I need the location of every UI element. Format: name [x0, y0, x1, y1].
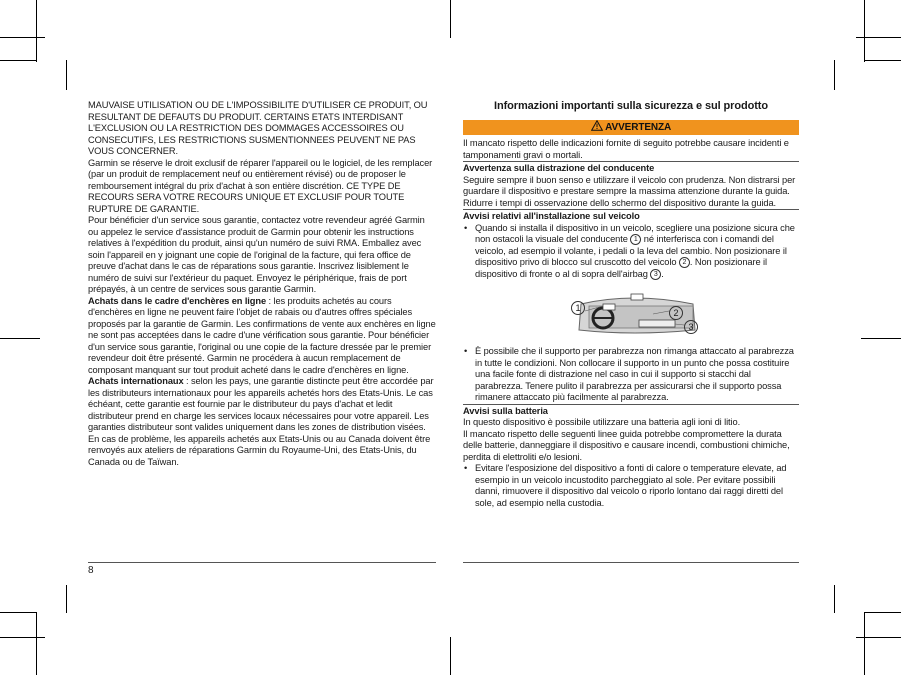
online-auctions-text: : les produits achetés au cours d'enchères en ligne ne peuvent faire l'objet de rabais ou d'autres offres spéciales proposés par la garantie de Garmin. Les confirmations de vente aux enchères en ligne ne sont pas acceptées dans le cadre d'une vérification sous garantie. Pour bénéficier d'un service sous garantie, l'original ou une copie de la facture dressée par le premier revendeur doit être présenté. Garmin ne procédera à aucun remplacement de composant manquant sur tout produit acheté dans le cadre d'enchères en ligne. — [88, 295, 436, 375]
figure-callout-3: 3 — [684, 320, 698, 334]
callout-2: 2 — [679, 257, 690, 268]
callout-3: 3 — [650, 269, 661, 280]
driver-distraction-text: Seguire sempre il buon senso e utilizzare il veicolo con prudenza. Non distrarsi per guardare il dispositivo e prestare sempre la massima attenzione durante la guida. Ridurre i tempi di osservazione dello schermo del dispositivo durante la guida. — [463, 174, 796, 208]
legal-paragraph-2: Garmin se réserve le droit exclusif de réparer l'appareil ou le logiciel, de les remplacer (par un produit de remplacement neuf ou entièrement révisé) ou de proposer le remboursement intégral du prix d'achat à son entière discrétion. CE TYPE DE RECOURS SERA VOTRE RECOURS UNIQUE ET EXCLUSIF POUR TOUTE RUPTURE DE GARANTIE. — [88, 157, 433, 214]
warning-text: Il mancato rispetto delle indicazioni fornite di seguito potrebbe causare incidenti e tamponamenti gravi o mortali. — [463, 138, 789, 160]
warning-banner — [463, 120, 799, 135]
dashboard-illustration — [463, 284, 799, 342]
installation-bullet-1 — [463, 223, 799, 281]
battery-heading: Avvisi sulla batteria — [463, 404, 799, 418]
section-title: Informazioni importanti sulla sicurezza e sul prodotto — [494, 100, 768, 112]
right-footer-rule — [463, 562, 799, 563]
online-auctions-label: Achats dans le cadre d'enchères en ligne — [88, 295, 267, 306]
legal-paragraph-1: MAUVAISE UTILISATION OU DE L'IMPOSSIBILITE D'UTILISER CE PRODUIT, OU RESULTANT DE DEFAUTS DU PRODUIT. CERTAINS ETATS INTERDISANT L'EXCLUSION OU LA RESTRICTION DES DOMMAGES ACCESSOIRES OU CONSECUTIFS, LES RESTRICTIONS SUSMENTIONNEES PEUVENT NE PAS VOUS CONCERNER. — [88, 100, 428, 156]
left-column — [88, 100, 436, 468]
legal-paragraph-4 — [88, 296, 436, 377]
right-column — [463, 100, 799, 509]
bullet-1-text-c: . Non posizionare il dispositivo di fronte o al di sopra dell'airbag — [475, 257, 767, 279]
driver-distraction-heading: Avvertenza sulla distrazione del conducente — [463, 161, 799, 175]
legal-paragraph-3: Pour bénéficier d'un service sous garantie, contactez votre revendeur agréé Garmin ou appelez le service d'assistance produit de Garmin pour obtenir les instructions relatives à l'expédition du produit, ainsi qu'un numéro de suivi RMA. Emballez avec soin l'appareil en y joignant une copie de l'original de la facture, qui fera office de preuve d'achat dans le cas de réparations sous garantie. Inscrivez lisiblement le numéro de suivi sur l'extérieur du paquet. Envoyez le périphérique, frais de port prépayés, à un centre de services sous garantie Garmin. — [88, 215, 425, 294]
legal-paragraph-5 — [88, 376, 436, 468]
battery-text-1: In questo dispositivo è possibile utilizzare una batteria agli ioni di litio. — [463, 417, 741, 427]
installation-bullet-2: • È possibile che il supporto per parabrezza non rimanga attaccato al parabrezza in tutte le condizioni. Non collocare il supporto in un punto che possa costituire una facile fonte di distrazione nel caso in cui il supporto si stacchi dal parabrezza. Tenere pulito il parabrezza per assicurarsi che il supporto possa rimanere attaccato più facilmente al parabrezza. — [463, 346, 799, 404]
dashboard-diagram — [463, 284, 799, 342]
warning-label: AVVERTENZA — [605, 122, 672, 133]
battery-bullet-1: • Evitare l'esposizione del dispositivo a fonti di calore o temperature elevate, ad esempio in un veicolo incustodito parcheggiato al sole. Per evitare possibili danni, rimuovere il dispositivo dal veicolo o riporlo lontano dai raggi diretti del sole, ad esempio nella custodia. — [463, 463, 799, 509]
warning-triangle-icon — [591, 120, 603, 131]
battery-text-2: Il mancato rispetto delle seguenti linee guida potrebbe compromettere la durata delle batterie, danneggiare il dispositivo e causare incendi, combustioni chimiche, perdita di elettroliti e/o lesioni. — [463, 428, 790, 462]
figure-callout-2: 2 — [669, 306, 683, 320]
international-purchases-label: Achats internationaux — [88, 376, 184, 386]
callout-1: 1 — [630, 234, 641, 245]
vehicle-installation-heading: Avvisi relativi all'installazione sul veicolo — [463, 209, 799, 223]
left-footer-rule — [88, 562, 436, 563]
international-purchases-text: : selon les pays, une garantie distincte peut être accordée par les distributeurs internationaux pour les appareils achetés hors des Etats-Unis. Le cas échéant, cette garantie est fournie par le distributeur du pays d'achat et ledit distributeur prend en charge les services locaux nécessaires pour votre appareil. Les garanties distributeur sont valides uniquement dans les zones de distribution visées. En cas de problème, les appareils achetés aux Etats-Unis ou au Canada doivent être renvoyés aux ateliers de réparations Garmin du Royaume-Uni, des Etats-Unis, du Canada ou de Taïwan. — [88, 376, 434, 467]
bullet-1-text-b: né interferisca con i comandi del veicolo, ad esempio il volante, i pedali o la leva del cambio. Non posizionare il dispositivo privo di blocco sul cruscotto del veicolo — [475, 234, 787, 267]
bullet-1-text-d: . — [661, 268, 664, 279]
page-number: 8 — [88, 565, 94, 576]
bullet-1-text-a: Quando si installa il dispositivo in un veicolo, scegliere una posizione sicura che non ostacoli la visuale del conducente — [475, 222, 795, 244]
figure-callout-1: 1 — [571, 301, 585, 315]
